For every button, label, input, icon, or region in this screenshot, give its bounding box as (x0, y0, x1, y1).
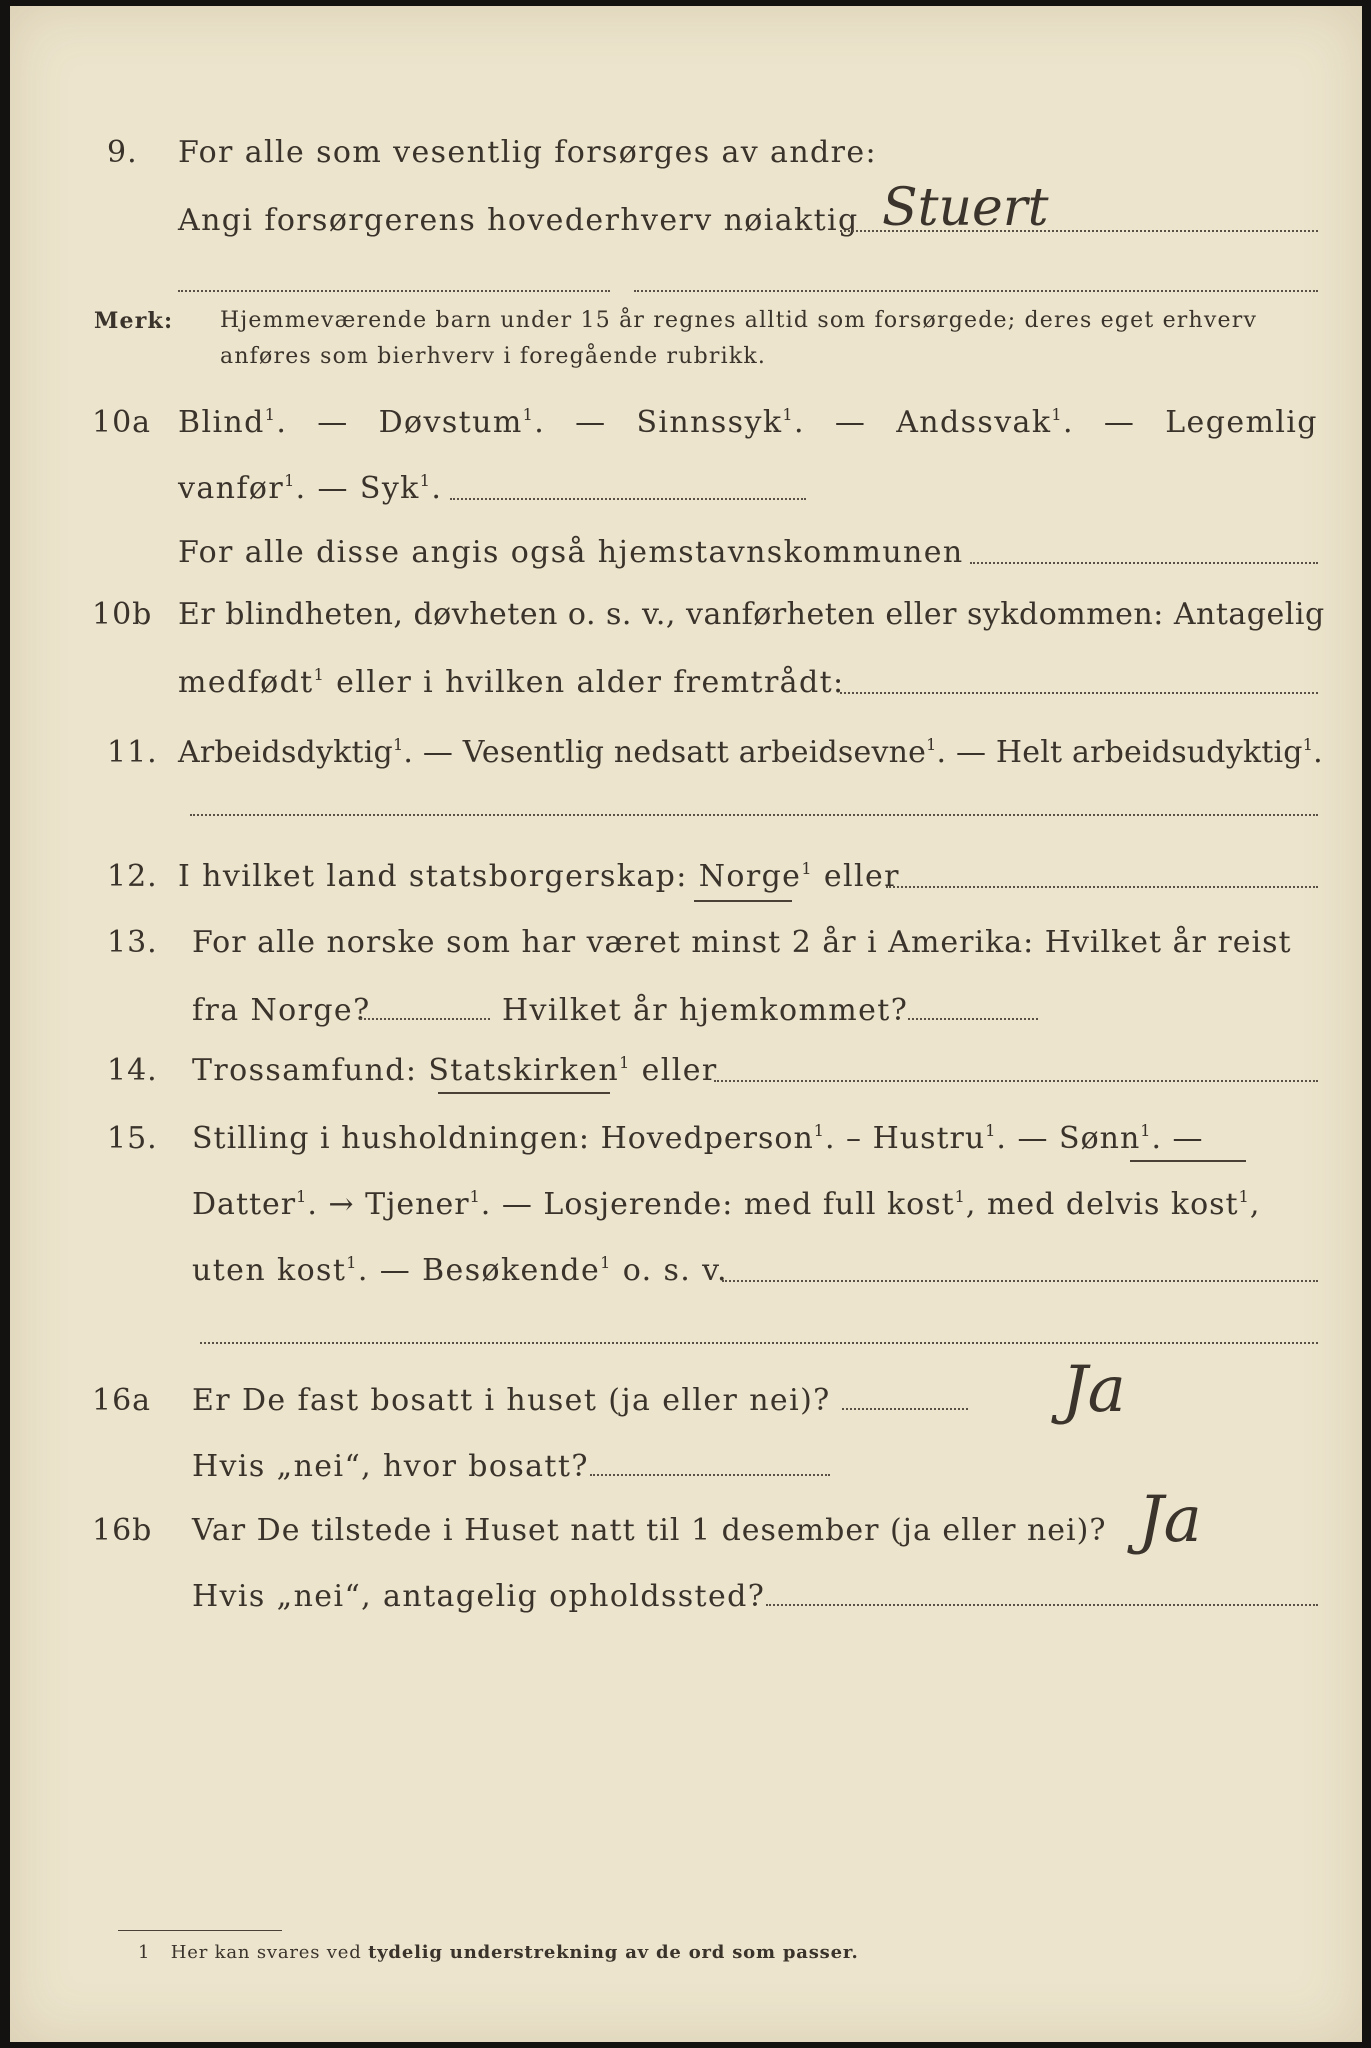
q16a-answer-line[interactable] (842, 1408, 968, 1410)
q9-extra-line-left[interactable] (178, 290, 610, 292)
q16b-opholdssted-line[interactable] (766, 1604, 1318, 1606)
q10a-line1 (178, 405, 1318, 440)
q16a-line1: Er De fast bosatt i huset (ja eller nei)? (192, 1383, 831, 1418)
q15-option-tjener[interactable]: Tjener$^1$ (365, 1187, 481, 1222)
q12-option-norge[interactable]: Norge$^1$ (698, 859, 813, 894)
q12-norge-underline (694, 900, 792, 902)
q13-reist-line[interactable] (360, 1018, 490, 1020)
q10a-option-syk[interactable]: Syk$^1$. (359, 471, 443, 506)
footnote-text: Her kan svares ved (170, 1942, 362, 1963)
q15-option-delvis-kost[interactable]: med delvis kost$^1$ (986, 1187, 1250, 1222)
q15-option-sonn[interactable]: Sønn$^1$ (1059, 1121, 1152, 1156)
q10a-dash-3: — (834, 405, 867, 440)
q15-extra-line[interactable] (200, 1342, 1318, 1344)
q10a-option-legemlig[interactable]: Legemlig (1165, 405, 1318, 440)
q13-hjemkommet-line[interactable] (908, 1018, 1038, 1020)
q15-number: 15. (107, 1121, 158, 1156)
q15-answer-line[interactable] (722, 1280, 1318, 1282)
q14-option-statskirken[interactable]: Statskirken$^1$ (428, 1053, 631, 1088)
q13-line1: For alle norske som har været minst 2 år i Amerika: Hvilket år reist (192, 925, 1292, 960)
q12-answer-line[interactable] (886, 886, 1318, 888)
q10b-line2 (178, 665, 845, 700)
q11-option-nedsatt[interactable]: Vesentlig nedsatt arbeidsevne$^1$ (462, 735, 937, 770)
q16b-line1: Var De tilstede i Huset natt til 1 desember (ja eller nei)? (192, 1513, 1107, 1548)
q15-sonn-underline (1130, 1160, 1246, 1162)
q10a-number: 10a (92, 405, 152, 440)
q16b-number: 16b (92, 1513, 153, 1548)
q15-line2: Datter$^1$. → Tjener$^1$. — Losjerende: med full kost$^1$, med delvis kost$^1$, (192, 1187, 1261, 1222)
q16b-handwritten-answer: Ja (1138, 1483, 1202, 1557)
merk-label: Merk: (94, 308, 174, 334)
q10b-line1: Er blindheten, døvheten o. s. v., vanførheten eller sykdommen: Antagelig (178, 597, 1325, 632)
q16b-line2: Hvis „nei“, antagelig opholdssted? (192, 1579, 766, 1614)
q10a-line2 (178, 471, 443, 506)
q10b-line2-rest: eller i hvilken alder fremtrådt: (336, 665, 845, 700)
q16a-handwritten-answer: Ja (1062, 1353, 1126, 1427)
q12-number: 12. (107, 859, 158, 894)
q10b-option-medfodt[interactable]: medfødt$^1$ (178, 665, 326, 700)
census-form-page (10, 6, 1362, 2042)
q13-number: 13. (107, 925, 158, 960)
q15-option-hustru[interactable]: Hustru$^1$ (872, 1121, 997, 1156)
q10a-option-blind[interactable]: Blind$^1$. (178, 405, 288, 440)
q14-line1: Trossamfund: Statskirken$^1$ eller (192, 1053, 718, 1088)
q10a-hjemstavn-line[interactable] (970, 562, 1318, 564)
q12-line1: I hvilket land statsborgerskap: Norge$^1$ eller (178, 859, 900, 894)
q10a-line3: For alle disse angis også hjemstavnskommunen (178, 535, 964, 570)
q10a-dash-4: — (1103, 405, 1136, 440)
q9-extra-line-right[interactable] (634, 290, 1318, 292)
q13-q-a: fra Norge? (192, 993, 371, 1028)
q15-option-datter[interactable]: Datter$^1$ (192, 1187, 308, 1222)
footnote-rule (118, 1930, 282, 1931)
q11-option-arbeidsdyktig[interactable]: Arbeidsdyktig$^1$ (178, 735, 404, 770)
q11-number: 11. (107, 735, 158, 770)
q10a-option-dovstum[interactable]: Døvstum$^1$. (378, 405, 546, 440)
q16a-number: 16a (92, 1383, 152, 1418)
q15-line1: Stilling i husholdningen: Hovedperson$^1$. – Hustru$^1$. — Sønn$^1$. — (192, 1121, 1204, 1156)
q15-option-hovedperson[interactable]: Hovedperson$^1$ (600, 1121, 825, 1156)
q15-option-uten-kost[interactable]: uten kost$^1$ (192, 1253, 358, 1288)
q10a-dash-2: — (575, 405, 607, 440)
q10a-option-sinnssyk[interactable]: Sinnssyk$^1$. (636, 405, 805, 440)
q9-number: 9. (107, 135, 138, 170)
footnote-mark: 1 (138, 1942, 151, 1963)
merk-line1: Hjemmeværende barn under 15 år regnes alltid som forsørgede; deres eget erhverv (220, 308, 1258, 333)
merk-line2: anføres som bierhverv i foregående rubrikk. (220, 344, 767, 369)
q10a-option-andssvak[interactable]: Andssvak$^1$. (896, 405, 1074, 440)
q11-option-udyktig[interactable]: Helt arbeidsudyktig$^1$ (995, 735, 1314, 770)
q15-option-besokende[interactable]: Besøkende$^1$ (422, 1253, 612, 1288)
q14-statskirken-underline (438, 1092, 610, 1094)
q9-handwritten-answer: Stuert (882, 178, 1049, 238)
q10b-alder-line[interactable] (840, 692, 1318, 694)
q13-q-b: Hvilket år hjemkommet? (502, 993, 909, 1028)
q11-answer-line[interactable] (190, 814, 1318, 816)
q10a-syk-line[interactable] (450, 498, 806, 500)
q10a-option-vanfor[interactable]: vanfør$^1$. (178, 471, 307, 506)
q9-line2: Angi forsørgerens hovederhverv nøiaktig (178, 203, 859, 238)
footnote-bold-text: tydelig understrekning av de ord som passer. (368, 1942, 859, 1963)
q10b-number: 10b (92, 597, 153, 632)
q14-number: 14. (107, 1053, 158, 1088)
q16a-line2: Hvis „nei“, hvor bosatt? (192, 1449, 589, 1484)
footnote (138, 1944, 859, 1962)
q15-option-full-kost[interactable]: med full kost$^1$ (743, 1187, 966, 1222)
q10a-dash-1: — (317, 405, 349, 440)
q15-option-losjerende[interactable]: Losjerende: (543, 1187, 734, 1222)
q15-line3: uten kost$^1$. — Besøkende$^1$ o. s. v. (192, 1253, 728, 1288)
q10a-dash-5: — (317, 471, 349, 506)
q14-answer-line[interactable] (714, 1080, 1318, 1082)
q16a-bosatt-line[interactable] (590, 1474, 830, 1476)
q9-line1: For alle som vesentlig forsørges av andre: (178, 135, 878, 170)
q11-line1: Arbeidsdyktig$^1$. — Vesentlig nedsatt arbeidsevne$^1$. — Helt arbeidsudyktig$^1$. (178, 735, 1323, 770)
